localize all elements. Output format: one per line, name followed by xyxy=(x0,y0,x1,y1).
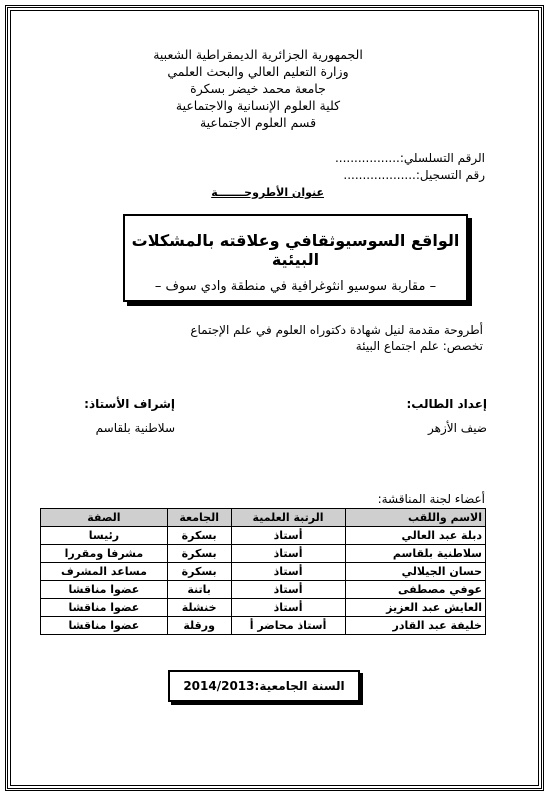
header-line-republic: الجمهورية الجزائرية الديمقراطية الشعبية xyxy=(153,47,363,62)
table-row xyxy=(41,563,486,581)
registration-number: رقم التسجيل:................... xyxy=(343,168,485,182)
member-university: بسكرة xyxy=(167,545,231,563)
member-role: عضوا مناقشا xyxy=(41,599,168,617)
member-rank: أستاذ xyxy=(231,581,345,599)
student-block xyxy=(337,392,487,440)
thesis-subtitle: – مقاربة سوسيو انثوغرافية في منطقة وادي سوف – xyxy=(154,279,437,294)
header-line-department: قسم العلوم الاجتماعية xyxy=(199,115,317,130)
member-university: باتنة xyxy=(167,581,231,599)
header-line-faculty: كلية العلوم الإنسانية والاجتماعية xyxy=(175,98,341,113)
specialty-line: تخصص: علم اجتماع البيئة xyxy=(355,339,483,353)
member-rank: أستاذ محاضر أ xyxy=(231,617,345,635)
table-header-row xyxy=(41,509,486,527)
table-row xyxy=(41,545,486,563)
member-rank: أستاذ xyxy=(231,527,345,545)
table-row xyxy=(41,581,486,599)
academic-year-box xyxy=(168,670,360,702)
member-role: رئيسا xyxy=(41,527,168,545)
serial-number: الرقم التسلسلي:................. xyxy=(334,151,485,165)
table-row xyxy=(41,599,486,617)
member-rank: أستاذ xyxy=(231,599,345,617)
column-header-university: الجامعة xyxy=(167,509,231,527)
member-name: خليفة عبد القادر xyxy=(345,617,485,635)
academic-year: السنة الجامعية:2014/2013 xyxy=(183,679,345,693)
member-university: بسكرة xyxy=(167,527,231,545)
supervisor-name: سلاطنية بلقاسم xyxy=(95,421,175,435)
serial-fields xyxy=(185,150,485,184)
committee-label: أعضاء لجنة المناقشة: xyxy=(377,492,485,506)
table-row xyxy=(41,617,486,635)
member-name: عوفي مصطفى xyxy=(345,581,485,599)
member-university: خنشلة xyxy=(167,599,231,617)
member-role: مساعد المشرف xyxy=(41,563,168,581)
member-name: حسان الجيلالي xyxy=(345,563,485,581)
member-rank: أستاذ xyxy=(231,545,345,563)
member-university: بسكرة xyxy=(167,563,231,581)
column-header-name: الاسم واللقب xyxy=(345,509,485,527)
header-line-university: جامعة محمد خيضر بسكرة xyxy=(190,81,326,96)
member-rank: أستاذ xyxy=(231,563,345,581)
member-university: ورقلة xyxy=(167,617,231,635)
committee-table xyxy=(40,508,486,635)
table-row xyxy=(41,527,486,545)
member-role: عضوا مناقشا xyxy=(41,617,168,635)
member-role: مشرفا ومقررا xyxy=(41,545,168,563)
student-name: ضيف الأزهر xyxy=(428,421,487,435)
member-name: العايش عبد العزيز xyxy=(345,599,485,617)
column-header-role: الصفة xyxy=(41,509,168,527)
thesis-title-box xyxy=(123,214,468,302)
student-label: إعداد الطالب: xyxy=(406,397,487,411)
member-name: سلاطنية بلقاسم xyxy=(345,545,485,563)
institution-header xyxy=(153,46,363,131)
thesis-description xyxy=(83,322,483,354)
thesis-title-label: عنوان الأطروحـــــــة xyxy=(211,186,324,199)
member-name: دبلة عبد العالي xyxy=(345,527,485,545)
supervisor-block xyxy=(25,392,175,440)
header-line-ministry: وزارة التعليم العالي والبحث العلمي xyxy=(167,64,349,79)
supervisor-label: إشراف الأستاذ: xyxy=(84,397,175,411)
member-role: عضوا مناقشا xyxy=(41,581,168,599)
degree-line: أطروحة مقدمة لنيل شهادة دكتوراه العلوم في علم الإجتماع xyxy=(190,323,483,337)
column-header-rank: الرتبة العلمية xyxy=(231,509,345,527)
thesis-title: الواقع السوسيوثقافي وعلاقته بالمشكلات البيئية xyxy=(131,231,460,269)
